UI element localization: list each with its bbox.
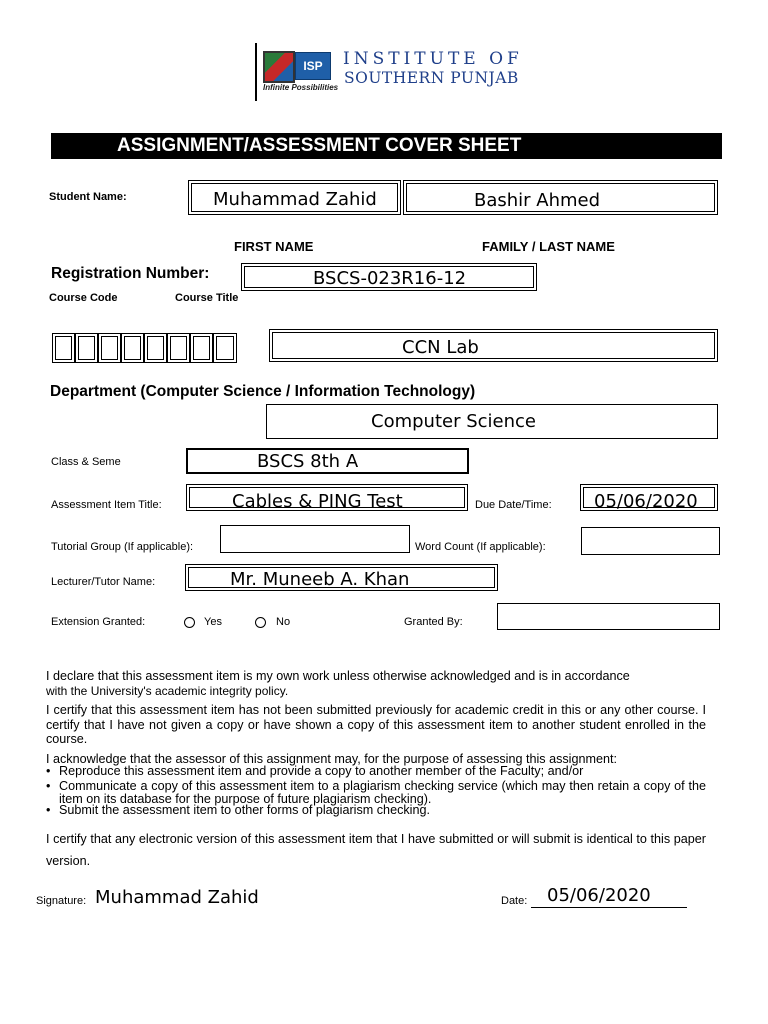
course-title-value: CCN Lab — [402, 337, 479, 358]
declaration-p4: I certify that any electronic version of this assessment item that I have submitted or will submit is identical to this paper version. — [46, 832, 706, 868]
course-code-label: Course Code — [49, 292, 118, 304]
granted-by-label: Granted By: — [404, 616, 463, 628]
bullet-item: • Communicate a copy of this assessment item to a plagiarism checking service (which may then retain a copy of the item on its database for the purpose of future plagiarism checking). — [46, 779, 706, 806]
course-code-cell[interactable] — [75, 333, 98, 363]
granted-by-field[interactable] — [497, 603, 720, 630]
declaration-p1a: I declare that this assessment item is my own work unless otherwise acknowledged and is in accordance — [46, 669, 630, 683]
registration-label: Registration Number: — [51, 265, 210, 282]
institute-name-line2: SOUTHERN PUNJAB — [344, 69, 519, 87]
extension-yes-label: Yes — [204, 616, 222, 628]
signature-value: Muhammad Zahid — [95, 887, 259, 908]
last-name-caption: FAMILY / LAST NAME — [482, 239, 615, 254]
extension-yes-radio[interactable] — [184, 617, 195, 628]
date-underline — [531, 907, 687, 908]
department-label: Department (Computer Science / Information Technology) — [50, 383, 476, 400]
declaration-p2: I certify that this assessment item has not been submitted previously for academic credit in this or any other course. I certify that I have not given a copy or have shown a copy of this assessment item to another student enrolled in the course. — [46, 703, 706, 747]
course-code-cell[interactable] — [144, 333, 167, 363]
registration-value: BSCS-023R16-12 — [313, 268, 467, 289]
date-label: Date: — [501, 895, 528, 907]
due-date-label: Due Date/Time: — [475, 499, 552, 511]
last-name-value: Bashir Ahmed — [474, 190, 601, 211]
declaration-bullets — [46, 765, 706, 817]
lecturer-label: Lecturer/Tutor Name: — [51, 576, 156, 588]
course-code-cell[interactable] — [167, 333, 190, 363]
course-title-label: Course Title — [175, 292, 239, 304]
assessment-title-label: Assessment Item Title: — [51, 499, 162, 511]
course-title-field[interactable] — [269, 329, 718, 362]
declaration-p3: I acknowledge that the assessor of this assignment may, for the purpose of assessing this assignment: — [46, 752, 617, 766]
logo-divider — [255, 43, 257, 101]
student-name-label: Student Name: — [49, 191, 127, 203]
due-date-value: 05/06/2020 — [594, 491, 698, 512]
course-code-cell[interactable] — [121, 333, 144, 363]
word-count-label: Word Count (If applicable): — [415, 541, 546, 553]
logo-emblem — [263, 51, 295, 83]
extension-no-radio[interactable] — [255, 617, 266, 628]
course-code-cell[interactable] — [213, 333, 237, 363]
bullet-item: • Reproduce this assessment item and provide a copy to another member of the Faculty; and/or — [46, 764, 584, 778]
tutorial-group-label: Tutorial Group (If applicable): — [51, 541, 194, 553]
assessment-title-value: Cables & PING Test — [232, 491, 403, 512]
extension-label: Extension Granted: — [51, 616, 146, 628]
lecturer-value: Mr. Muneeb A. Khan — [230, 569, 410, 590]
logo-tagline: Infinite Possibilities — [263, 83, 339, 92]
tutorial-group-field[interactable] — [220, 525, 410, 553]
class-value: BSCS 8th A — [257, 451, 359, 472]
extension-no-label: No — [276, 616, 291, 628]
course-code-cells[interactable] — [52, 333, 237, 363]
institute-name-line1: INSTITUTE OF — [343, 49, 523, 69]
word-count-field[interactable] — [581, 527, 720, 555]
course-code-cell[interactable] — [190, 333, 213, 363]
title-bar — [51, 133, 722, 159]
department-value: Computer Science — [371, 411, 536, 432]
bullet-item: • Submit the assessment item to other forms of plagiarism checking. — [46, 803, 430, 817]
page-title: ASSIGNMENT/ASSESSMENT COVER SHEET — [117, 135, 522, 156]
course-code-cell[interactable] — [52, 333, 75, 363]
date-value: 05/06/2020 — [547, 885, 651, 906]
logo-badge: ISP — [295, 52, 331, 80]
signature-label: Signature: — [36, 895, 87, 907]
course-code-cell[interactable] — [98, 333, 121, 363]
first-name-value: Muhammad Zahid — [213, 189, 377, 210]
class-label: Class & Seme — [51, 456, 121, 468]
first-name-caption: FIRST NAME — [234, 239, 314, 254]
institute-logo — [255, 43, 555, 103]
declaration-p1b: with the University's academic integrity policy. — [46, 684, 289, 698]
